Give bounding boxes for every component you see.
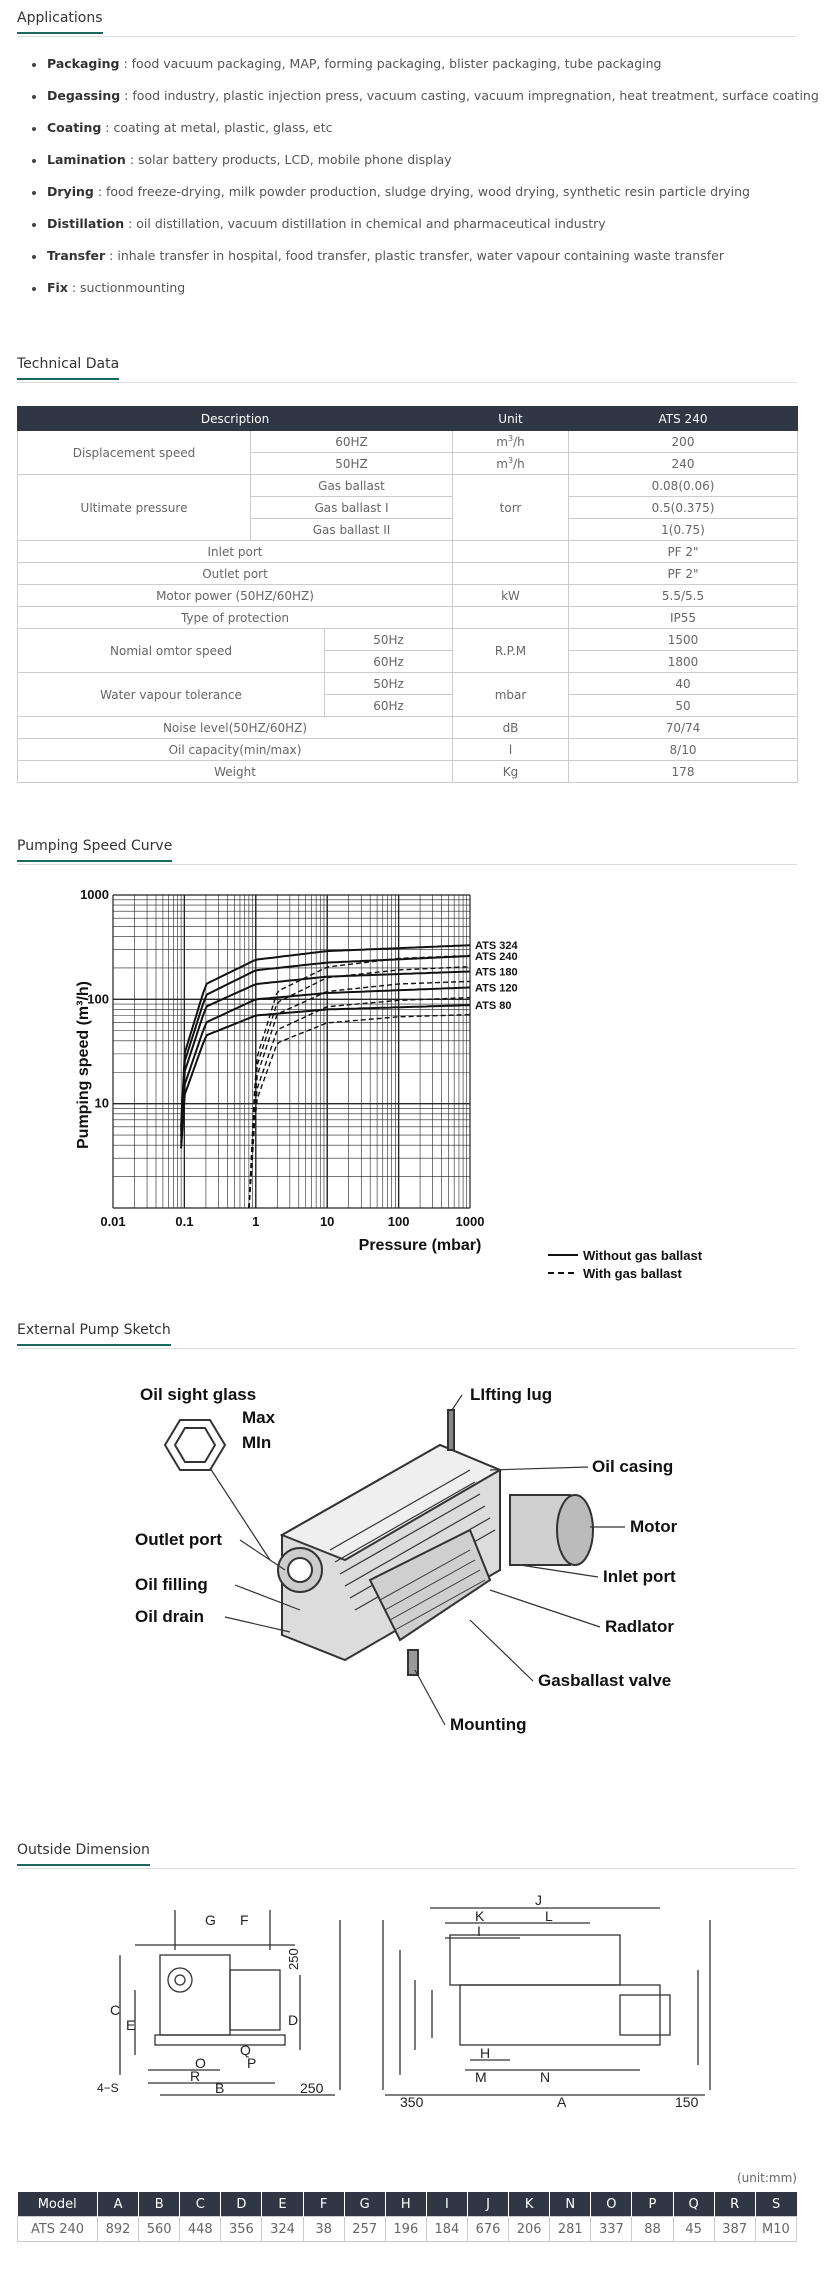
outside-dimension-title: Outside Dimension bbox=[17, 1842, 797, 1869]
dim-value-cell: 45 bbox=[673, 2217, 714, 2242]
technical-data-table bbox=[17, 406, 798, 783]
table-row: Water vapour tolerance 50Hz mbar 40 bbox=[18, 673, 798, 695]
svg-text:K: K bbox=[475, 1908, 485, 1924]
svg-text:O: O bbox=[195, 2055, 206, 2071]
label-oil-casing: Oil casing bbox=[592, 1457, 674, 1476]
pumping-speed-chart bbox=[0, 870, 825, 1290]
dim-value-cell: 196 bbox=[385, 2217, 426, 2242]
label-radiator: Radlator bbox=[605, 1617, 674, 1636]
label-inlet-port: Inlet port bbox=[603, 1567, 676, 1586]
table-row: Oil capacity(min/max) l 8/10 bbox=[18, 739, 798, 761]
dimension-header-row bbox=[18, 2192, 797, 2217]
table-row: Noise level(50HZ/60HZ) dB 70/74 bbox=[18, 717, 798, 739]
section-divider bbox=[17, 36, 797, 37]
pump-sketch-figure bbox=[0, 1370, 825, 1750]
y-tick-label: 10 bbox=[94, 1095, 109, 1111]
x-tick-label: 1000 bbox=[455, 1214, 485, 1229]
dim-value-cell: 38 bbox=[303, 2217, 344, 2242]
dim-header-cell: K bbox=[509, 2192, 550, 2217]
series-label: ATS 120 bbox=[475, 982, 518, 995]
header-description: Description bbox=[18, 407, 453, 431]
pump-sketch-title: External Pump Sketch bbox=[17, 1322, 797, 1349]
svg-text:H: H bbox=[480, 2045, 491, 2061]
table-row: Weight Kg 178 bbox=[18, 761, 798, 783]
series-line-solid bbox=[181, 956, 470, 1131]
chart-ticks bbox=[80, 887, 484, 1229]
dim-value-cell: 257 bbox=[344, 2217, 385, 2242]
svg-text:J: J bbox=[535, 1892, 542, 1908]
section-divider bbox=[17, 1348, 797, 1349]
unit-note: (unit:mm) bbox=[736, 2171, 797, 2185]
dim-value-cell: 184 bbox=[426, 2217, 467, 2242]
dim-value-cell: 88 bbox=[632, 2217, 673, 2242]
svg-text:N: N bbox=[540, 2069, 551, 2085]
table-row: 60Hz 1800 bbox=[18, 651, 798, 673]
pump-body-illustration bbox=[278, 1410, 593, 1675]
label-min: MIn bbox=[242, 1433, 272, 1452]
applications-title: Applications bbox=[17, 10, 797, 37]
dim-header-cell: D bbox=[221, 2192, 262, 2217]
dim-header-cell: S bbox=[755, 2192, 796, 2217]
application-item: Transfer : inhale transfer in hospital, food transfer, plastic transfer, water vapour containing waste transfer bbox=[32, 248, 819, 280]
dim-header-cell: A bbox=[98, 2192, 139, 2217]
technical-data-title: Technical Data bbox=[17, 356, 797, 383]
svg-text:R: R bbox=[190, 2068, 201, 2084]
unit-m3h: $m^3/h$ bbox=[453, 453, 569, 475]
dim-header-cell: N bbox=[550, 2192, 591, 2217]
application-item: Packaging : food vacuum packaging, MAP, forming packaging, blister packaging, tube packaging bbox=[32, 56, 819, 88]
table-row: Inlet port PF 2" bbox=[18, 541, 798, 563]
legend-without-gas: Without gas ballast bbox=[583, 1248, 703, 1263]
table-row: Ultimate pressure Gas ballast torr 0.08(0.06) bbox=[18, 475, 798, 497]
application-item: Lamination : solar battery products, LCD, mobile phone display bbox=[32, 152, 819, 184]
label-lifting-lug: LIfting lug bbox=[470, 1385, 553, 1404]
series-label: ATS 180 bbox=[475, 966, 518, 979]
y-axis-label: Pumping speed (m³/h) bbox=[75, 981, 92, 1149]
svg-text:E: E bbox=[126, 2017, 136, 2033]
table-row: 50HZ $m^3/h$ 240 bbox=[18, 453, 798, 475]
label-oil-sight-glass: Oil sight glass bbox=[140, 1385, 257, 1404]
x-tick-label: 0.01 bbox=[100, 1214, 126, 1229]
side-view-drawing bbox=[383, 1908, 710, 2095]
section-divider bbox=[17, 1868, 797, 1869]
label-oil-filling: Oil filling bbox=[135, 1575, 208, 1594]
chart-grid bbox=[113, 895, 470, 1208]
table-row: Motor power (50HZ/60HZ) kW 5.5/5.5 bbox=[18, 585, 798, 607]
svg-text:4−S: 4−S bbox=[97, 2081, 119, 2095]
svg-text:250: 250 bbox=[300, 2080, 324, 2096]
section-divider bbox=[17, 382, 797, 383]
dim-header-cell: Q bbox=[673, 2192, 714, 2217]
table-row: Type of protection IP55 bbox=[18, 607, 798, 629]
table-header-row bbox=[18, 407, 798, 431]
dim-value-cell: M10 bbox=[755, 2217, 796, 2242]
table-row: Gas ballast I 0.5(0.375) bbox=[18, 497, 798, 519]
dim-header-cell: Model bbox=[18, 2192, 98, 2217]
dim-header-cell: B bbox=[139, 2192, 180, 2217]
dim-value-cell: 387 bbox=[714, 2217, 755, 2242]
x-tick-label: 1 bbox=[252, 1214, 260, 1229]
svg-text:I: I bbox=[477, 1923, 481, 1939]
svg-text:L: L bbox=[545, 1908, 553, 1924]
y-tick-label: 100 bbox=[87, 991, 109, 1007]
dim-header-cell: C bbox=[180, 2192, 221, 2217]
table-row: Gas ballast II 1(0.75) bbox=[18, 519, 798, 541]
svg-text:250: 250 bbox=[286, 1948, 301, 1970]
table-row: Nomial omtor speed 50Hz R.P.M 1500 bbox=[18, 629, 798, 651]
oil-sight-glass-icon bbox=[165, 1420, 225, 1470]
dim-value-cell: 281 bbox=[550, 2217, 591, 2242]
dim-header-cell: I bbox=[426, 2192, 467, 2217]
unit-m3h: $m^3/h$ bbox=[453, 431, 569, 453]
series-line-dashed bbox=[249, 956, 470, 1209]
application-item: Fix : suctionmounting bbox=[32, 280, 819, 312]
application-item: Distillation : oil distillation, vacuum distillation in chemical and pharmaceutical industry bbox=[32, 216, 819, 248]
applications-list bbox=[32, 56, 819, 312]
svg-text:A: A bbox=[557, 2094, 567, 2110]
dim-value-cell: ATS 240 bbox=[18, 2217, 98, 2242]
application-item: Degassing : food industry, plastic injection press, vacuum casting, vacuum impregnation, heat treatment, surface coating bbox=[32, 88, 819, 120]
dimension-data-row bbox=[18, 2217, 797, 2242]
header-unit: Unit bbox=[453, 407, 569, 431]
dim-header-cell: O bbox=[591, 2192, 632, 2217]
dim-value-cell: 356 bbox=[221, 2217, 262, 2242]
label-motor: Motor bbox=[630, 1517, 678, 1536]
dim-header-cell: E bbox=[262, 2192, 303, 2217]
dim-value-cell: 448 bbox=[180, 2217, 221, 2242]
dim-value-cell: 206 bbox=[509, 2217, 550, 2242]
table-row: Displacement speed 60HZ $m^3/h$ 200 bbox=[18, 431, 798, 453]
svg-text:F: F bbox=[240, 1912, 249, 1928]
chart-series-labels bbox=[475, 940, 518, 1012]
svg-text:M: M bbox=[475, 2069, 487, 2085]
svg-text:150: 150 bbox=[675, 2094, 699, 2110]
series-label: ATS 324 bbox=[475, 940, 518, 953]
dim-value-cell: 324 bbox=[262, 2217, 303, 2242]
dim-header-cell: R bbox=[714, 2192, 755, 2217]
header-model: ATS 240 bbox=[569, 407, 798, 431]
svg-text:350: 350 bbox=[400, 2094, 424, 2110]
x-tick-label: 100 bbox=[387, 1214, 410, 1229]
dim-header-cell: P bbox=[632, 2192, 673, 2217]
label-oil-drain: Oil drain bbox=[135, 1607, 204, 1626]
series-line-dashed bbox=[249, 1015, 470, 1208]
label-outlet-port: Outlet port bbox=[135, 1530, 222, 1549]
dim-header-cell: G bbox=[344, 2192, 385, 2217]
label-mounting: Mounting bbox=[450, 1715, 527, 1734]
svg-text:Q: Q bbox=[240, 2042, 251, 2058]
dim-header-cell: F bbox=[303, 2192, 344, 2217]
application-item: Drying : food freeze-drying, milk powder production, sludge drying, wood drying, synthetic resin particle drying bbox=[32, 184, 819, 216]
section-divider bbox=[17, 864, 797, 865]
series-label: ATS 80 bbox=[475, 1000, 512, 1013]
dim-header-cell: H bbox=[385, 2192, 426, 2217]
dim-value-cell: 337 bbox=[591, 2217, 632, 2242]
chart-curves bbox=[181, 945, 470, 1208]
svg-text:G: G bbox=[205, 1912, 216, 1928]
dimension-drawing bbox=[0, 1890, 825, 2150]
dim-value-cell: 676 bbox=[467, 2217, 508, 2242]
application-item: Coating : coating at metal, plastic, glass, etc bbox=[32, 120, 819, 152]
dim-value-cell: 560 bbox=[139, 2217, 180, 2242]
series-label: ATS 240 bbox=[475, 951, 518, 964]
dim-header-cell: J bbox=[467, 2192, 508, 2217]
svg-text:C: C bbox=[110, 2002, 121, 2018]
label-max: Max bbox=[242, 1408, 276, 1427]
pumping-curve-title: Pumping Speed Curve bbox=[17, 838, 797, 865]
x-tick-label: 10 bbox=[319, 1214, 335, 1229]
svg-text:D: D bbox=[288, 2012, 299, 2028]
y-tick-label: 1000 bbox=[80, 887, 109, 902]
x-axis-label: Pressure (mbar) bbox=[358, 1237, 482, 1254]
front-view-drawing bbox=[120, 1910, 340, 2095]
table-row: 60Hz 50 bbox=[18, 695, 798, 717]
dim-value-cell: 892 bbox=[98, 2217, 139, 2242]
svg-text:P: P bbox=[247, 2055, 257, 2071]
table-row: Outlet port PF 2" bbox=[18, 563, 798, 585]
legend-with-gas: With gas ballast bbox=[583, 1266, 682, 1281]
series-line-dashed bbox=[249, 967, 470, 1208]
x-tick-label: 0.1 bbox=[175, 1214, 194, 1229]
label-gasballast-valve: Gasballast valve bbox=[538, 1671, 672, 1690]
svg-text:B: B bbox=[215, 2080, 225, 2096]
dimension-table bbox=[17, 2192, 797, 2242]
